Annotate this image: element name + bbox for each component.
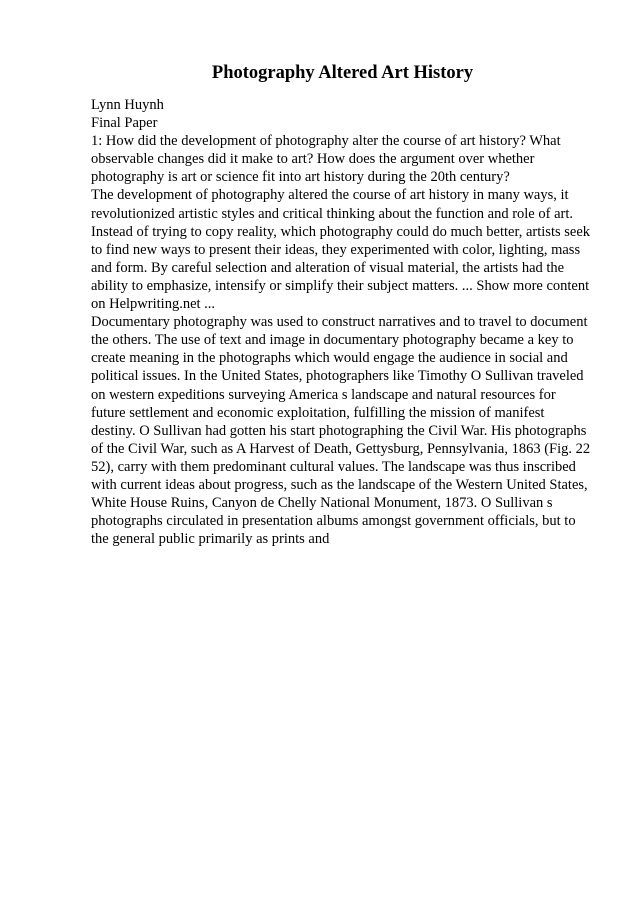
body-line: to find new ways to present their ideas, they experimented with color, lighting, mass — [91, 241, 581, 258]
body-line: the others. The use of text and image in documentary photography became a key to — [91, 332, 574, 349]
body-line: create meaning in the photographs which would engage the audience in social and — [91, 350, 568, 367]
body-line: White House Ruins, Canyon de Chelly National Monument, 1873. O Sullivan s — [91, 495, 553, 512]
body-line: revolutionized artistic styles and critical thinking about the function and role of art. — [91, 205, 573, 222]
document-body — [91, 96, 611, 548]
paper-type-line: Final Paper — [91, 115, 158, 132]
body-line: of the Civil War, such as A Harvest of Death, Gettysburg, Pennsylvania, 1863 (Fig. 22 — [91, 440, 591, 457]
body-line: photographs circulated in presentation albums amongst government officials, but to — [91, 513, 576, 530]
body-line: destiny. O Sullivan had gotten his start photographing the Civil War. His photographs — [91, 422, 587, 439]
body-line: political issues. In the United States, photographers like Timothy O Sullivan traveled — [91, 368, 584, 385]
body-line: on western expeditions surveying America s landscape and natural resources for — [91, 386, 556, 403]
body-line: The development of photography altered the course of art history in many ways, it — [91, 187, 569, 204]
body-line: and form. By careful selection and alteration of visual material, the artists had the — [91, 259, 565, 276]
body-line: Documentary photography was used to construct narratives and to travel to document — [91, 314, 588, 331]
body-line: ability to emphasize, intensify or simplify their subject matters. ... Show more content — [91, 277, 590, 294]
body-line: on Helpwriting.net ... — [91, 296, 216, 313]
question-line: photography is art or science fit into art history during the 20th century? — [91, 169, 510, 186]
body-line: Instead of trying to copy reality, which photography could do much better, artists seek — [91, 223, 591, 240]
body-line: 52), carry with them predominant cultural values. The landscape was thus inscribed — [91, 458, 576, 475]
document-title: Photography Altered Art History — [211, 63, 474, 83]
body-line: future settlement and economic exploitation, fulfilling the mission of manifest — [91, 404, 545, 421]
body-line: the general public primarily as prints and — [91, 531, 330, 548]
author-line: Lynn Huynh — [91, 97, 164, 113]
question-line: observable changes did it make to art? How does the argument over whether — [91, 151, 535, 168]
question-line: 1: How did the development of photography alter the course of art history? What — [91, 133, 561, 150]
body-line: with current ideas about progress, such as the landscape of the Western United States, — [91, 476, 588, 493]
